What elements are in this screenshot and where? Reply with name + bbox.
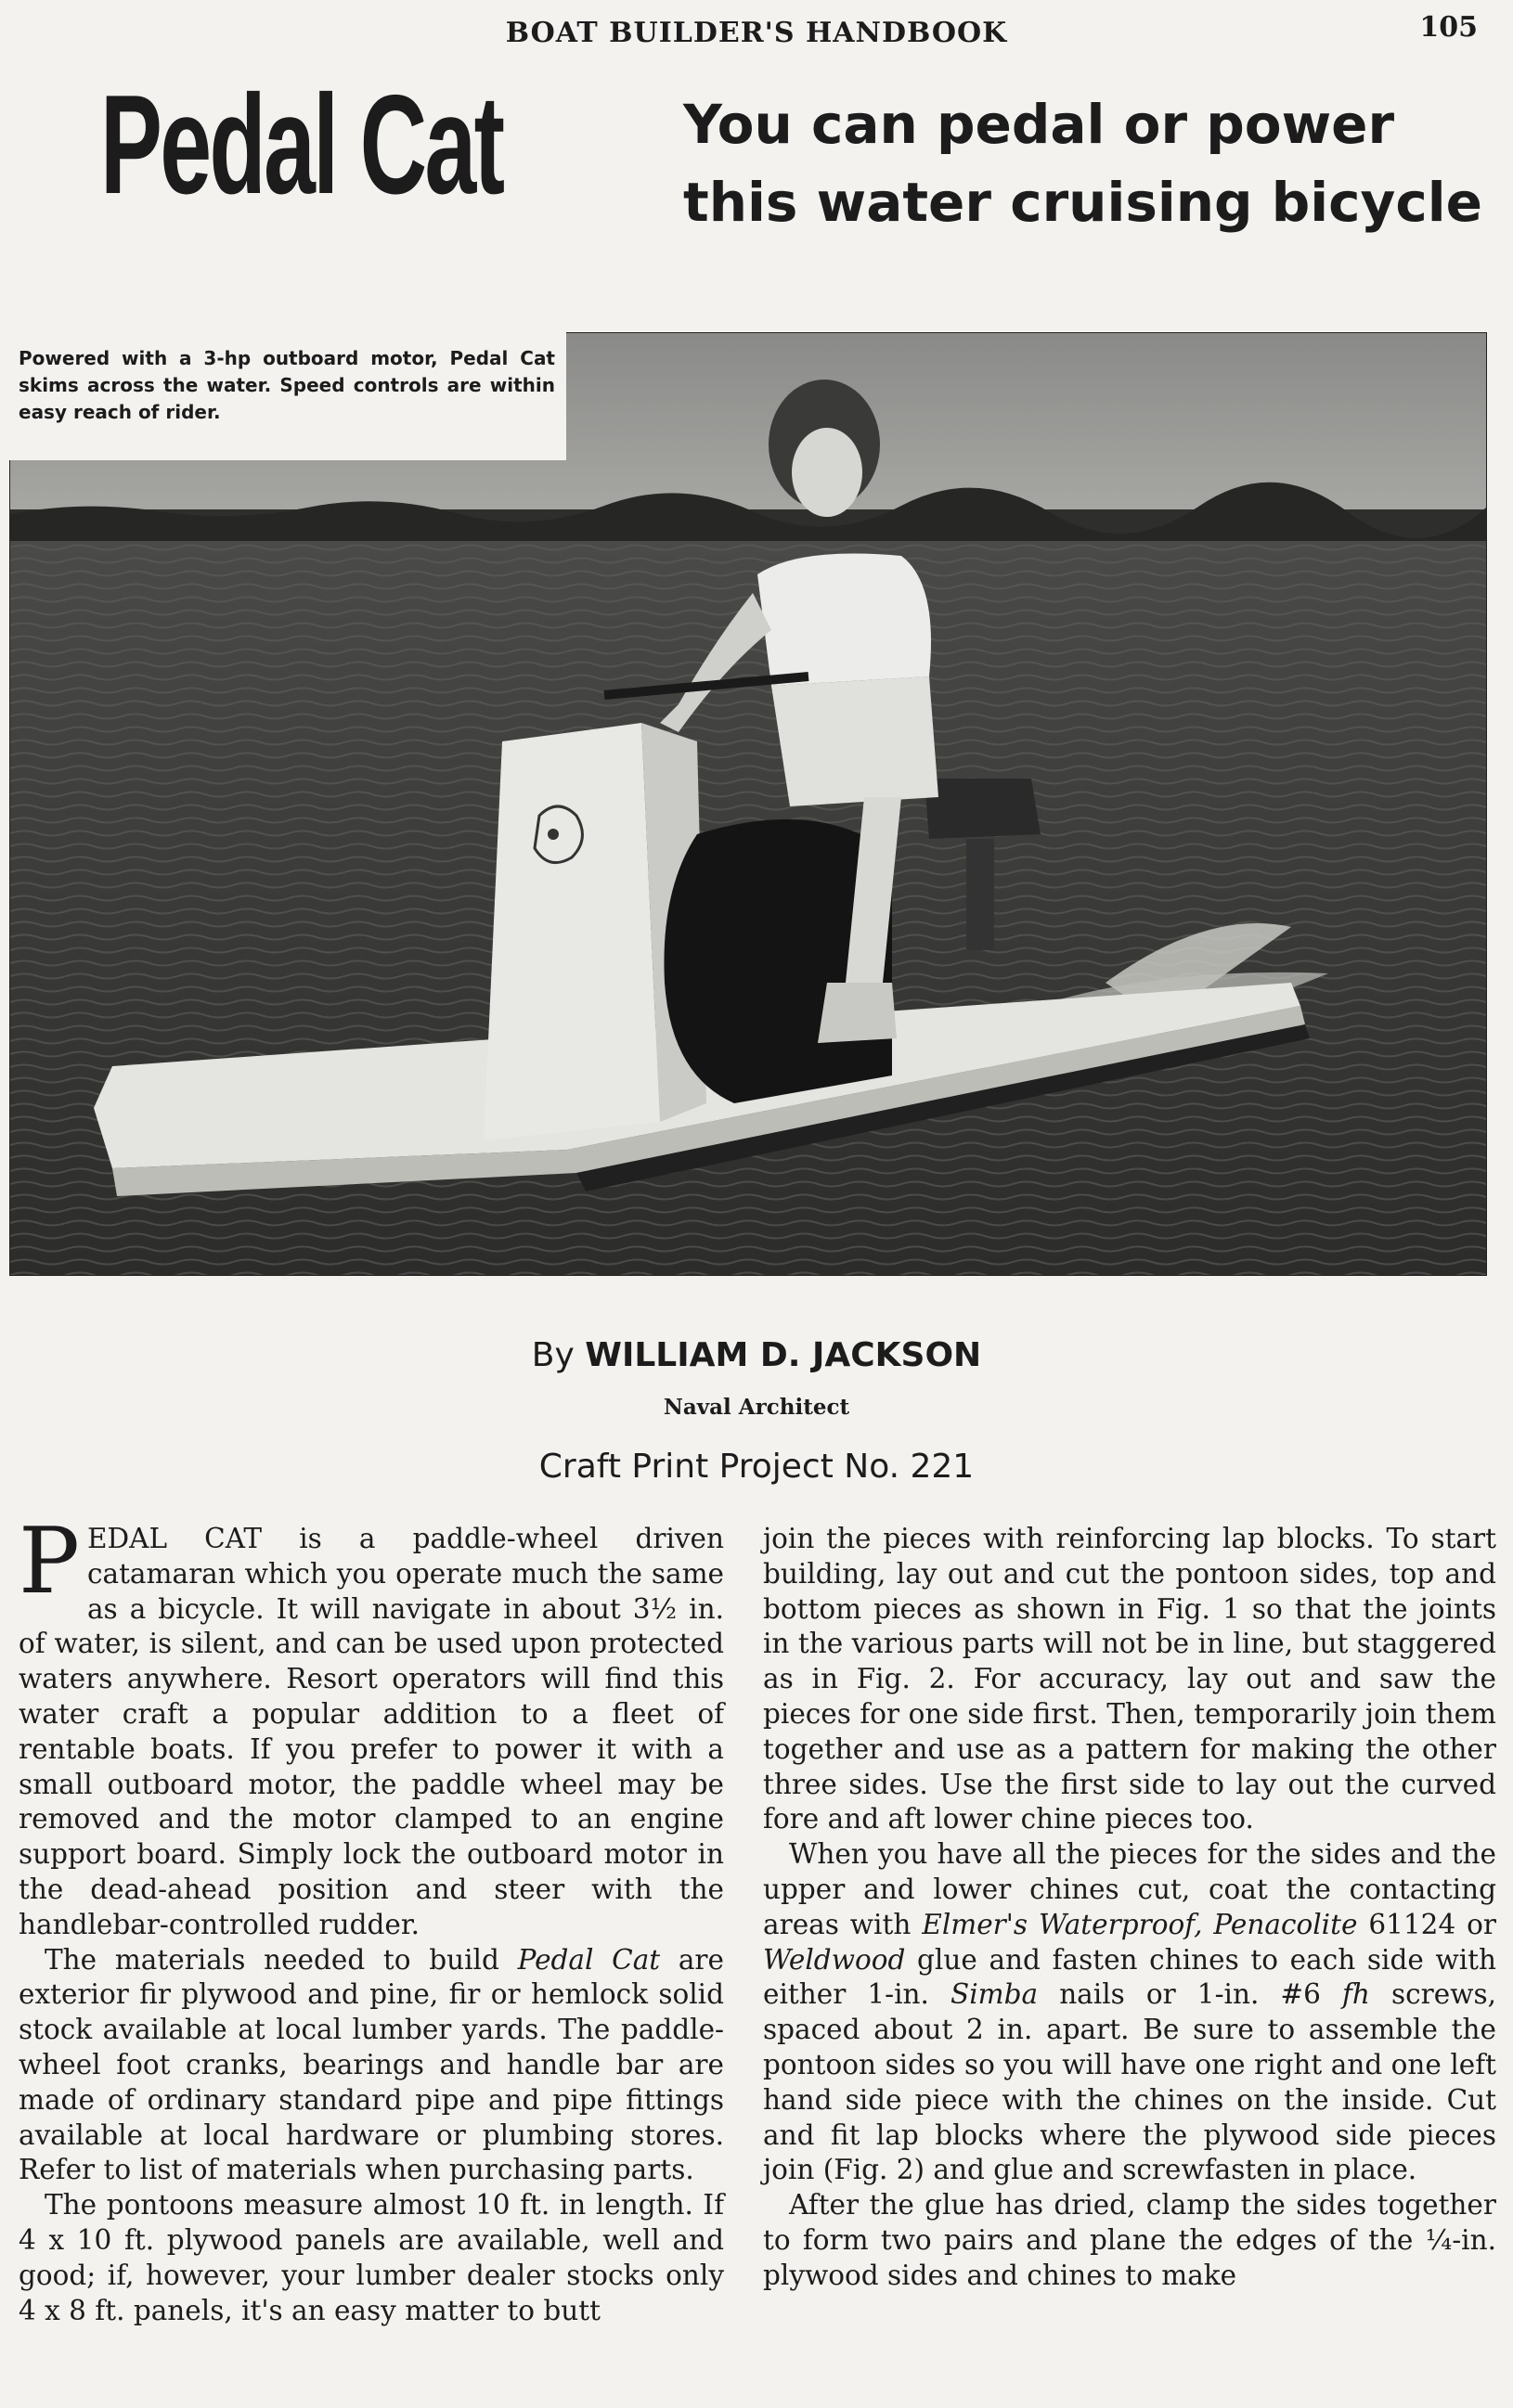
paragraph-2-text-a: The materials needed to build [45,1943,518,1976]
paragraph-1 [19,1509,724,1943]
article-column-right [763,1522,1496,2294]
paragraph-2-text-b: are exterior fir plywood and pine, fir or hemlock solid stock available at local lumber yards. The paddle-wheel foot cranks, bearings and handle bar are made of ordinary standard pipe and pipe fittings available at local hardware or plumbing stores. Refer to list of materials when purchasing parts. [19,1943,724,2186]
article-column-left [19,1509,724,2328]
byline-prefix: By [531,1336,575,1374]
running-head: BOAT BUILDER'S HANDBOOK [505,17,1008,49]
author-affiliation: Naval Architect [663,1395,850,1420]
page-number: 105 [1419,11,1478,44]
drop-cap: P [19,1509,80,1615]
paragraph-5-text-b: 61124 or [1357,1908,1496,1940]
article-subtitle [683,85,1500,241]
paragraph-3: The pontoons measure almost 10 ft. in length. If 4 x 10 ft. plywood panels are available, well and good; if, however, your lumber dealer stocks only 4 x 8 ft. panels, it's an easy matter to butt [19,2189,724,2326]
paragraph-1-text: EDAL CAT is a paddle-wheel driven catamaran which you operate much the same as a bicycle. It will navigate in about 3½ in. of water, is silent, and can be used upon protected waters anywhere. Resort operators will find this water craft a popular addition to a fleet of rentable boats. If you prefer to power it with a small outboard motor, the paddle wheel may be removed and the motor clamped to an engine support board. Simply lock the outboard motor in the dead-ahead position and steer with the handlebar-controlled rudder. [19,1523,724,1940]
byline [0,1336,1513,1374]
paragraph-5-text-e: screws, spaced about 2 in. apart. Be sure to assemble the pontoon sides so you will have one right and one left hand side piece with the chines on the inside. Cut and fit lap blocks where the plywood side pieces join (Fig. 2) and glue and screwfasten in place. [763,1978,1496,2186]
paragraph-5-emphasis-4: fh [1342,1978,1370,2011]
pedal-cat-photo [9,332,1487,1276]
author-name: WILLIAM D. JACKSON [585,1336,982,1374]
paragraph-5-emphasis-3: Simba [950,1978,1039,2011]
paragraph-6: After the glue has dried, clamp the sides together to form two pairs and plane the edges of the ¼-in. plywood sides and chines to make [763,2189,1496,2291]
paragraph-5-emphasis-1: Elmer's Waterproof, Penacolite [922,1908,1358,1940]
subtitle-line-2: this water cruising bicycle [683,171,1482,234]
paragraph-4: join the pieces with reinforcing lap blocks. To start building, lay out and cut the pontoon sides, top and bottom pieces as shown in Fig. 1 so that the joints in the various parts will not be in line, but staggered as in Fig. 2. For accuracy, lay out and saw the pieces for one side first. Then, temporarily join them together and use as a pattern for making the other three sides. Use the first side to lay out the curved fore and aft lower chine pieces too. [763,1523,1496,1835]
paragraph-2 [19,1943,724,2189]
paragraph-5-emphasis-2: Weldwood [763,1943,906,1976]
subtitle-line-1: You can pedal or power [683,93,1395,156]
article-title: Pedal Cat [100,66,503,224]
paragraph-5-text-c: glue and fasten chines to each side with either 1-in. [763,1943,1496,2011]
photo-illustration [10,333,1486,1275]
paragraph-5 [763,1837,1496,2188]
project-number: Craft Print Project No. 221 [538,1448,975,1486]
photo-caption: Powered with a 3-hp outboard motor, Pedal Cat skims across the water. Speed controls are within easy reach of rider. [9,332,566,460]
paragraph-5-text-a: When you have all the pieces for the sides and the upper and lower chines cut, coat the contacting areas with [763,1838,1496,1940]
paragraph-5-text-d: nails or 1-in. #6 [1038,1978,1342,2011]
paragraph-2-emphasis: Pedal Cat [517,1943,661,1976]
